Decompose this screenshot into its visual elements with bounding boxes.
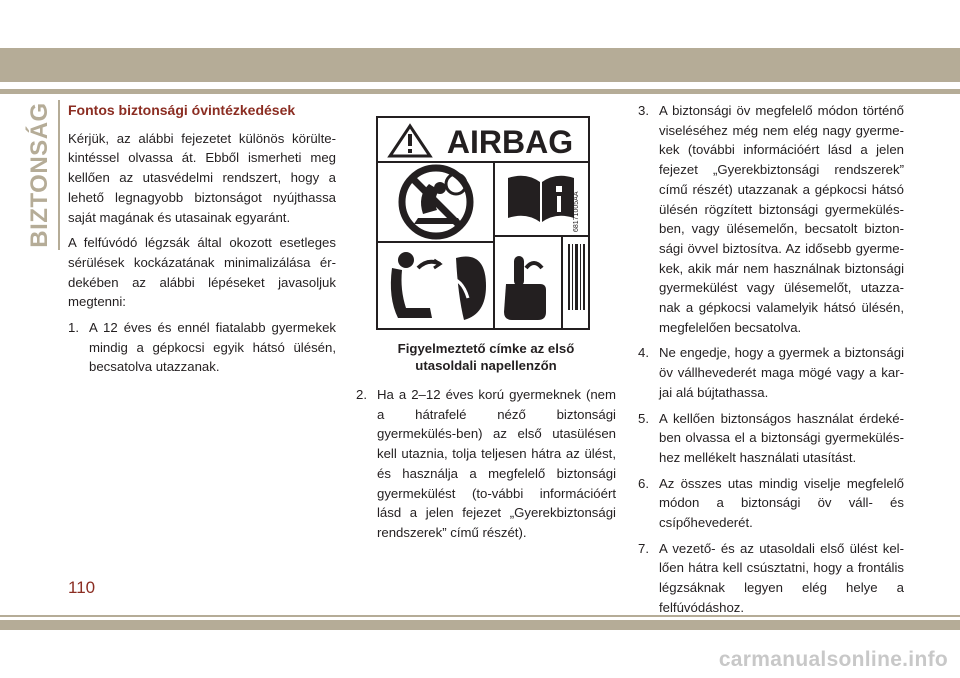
airbag-title: AIRBAG [446,124,574,160]
section-tab-bar [58,100,60,250]
list-item-number: 6. [638,475,649,491]
footer-band [0,620,960,630]
figure-caption-line: utasoldali napellenzőn [415,358,557,373]
steps-list [356,385,616,543]
list-item [68,318,336,377]
airbag-warning-label [376,116,590,330]
steps-list [638,101,904,618]
list-item-text: Az összes utas mindig viselje megfelelő módon a biztonsági öv váll- és csípőhevederét. [659,475,904,531]
column-right [638,101,904,624]
list-item [638,343,904,402]
footer-line [0,615,960,617]
list-item-text: Ne engedje, hogy a gyermek a biztonsági öv vállhevederét maga mögé vagy a kar-jai alá bújtathassa. [659,345,904,400]
section-tab [22,100,58,250]
list-item-text: A vezető- és az utasoldali első ülést kel-lően hátra kell csúsztatni, hogy a frontális légzsáknak legyen elég helye a felfúvódáshoz. [659,540,904,615]
manual-book-icon [508,176,574,222]
list-item-text: A kellően biztonságos használat érdeké-ben olvassa el a biztonsági gyermekülés-hez mellékelt használati utasítást. [659,410,904,465]
seat-airbag-icon [391,252,486,320]
no-child-seat-icon [402,168,470,236]
steps-list [68,318,336,377]
list-item-text: A 12 éves és ennél fiatalabb gyermekek mindig a gépkocsi egyik hátsó ülésén, becsatolva utazzanak. [89,320,336,375]
header-stripe [0,89,960,94]
list-item [356,385,616,543]
header-band [0,48,960,82]
hand-warning-icon [504,256,546,320]
list-item-number: 2. [356,387,367,402]
barcode-icon [568,244,585,310]
figure-caption-line: Figyelmeztető címke az első [397,341,575,356]
list-item-number: 3. [638,103,649,118]
list-item-number: 7. [638,540,649,556]
intro-paragraph: Kérjük, az alábbi fejezetet különös körülte-kintéssel olvassa át. Ebből ismerheti meg kellően az utasvédelmi rendszert, hogy a lehető legnagyobb biztonságot nyújthassa saját magának és utasainak egyaránt. [68,130,336,225]
list-item-text: A biztonsági öv megfelelő módon történő viseléséhez még nem elég nagy gyerme-kek (további információért lásd a jelen fejezet „Gyerekbiztonsági rendszerek” című részét) utazzanak a gépkocsi hátsó ülésén rögzített biztonsági gyermekülés-ben, vagy ülésemelőn, becsatolt bizton-sági övvel biztosítva. Az idősebb gyerme-kek, akik már nem használnak biztonsági gyermekülést vagy ülésemelőt, utazza-nak a gépkocsi valamelyik hátsó ülésén, megfelelően becsatolva. [659,103,904,335]
figure-caption [356,340,616,374]
list-item [638,539,904,618]
airbag-label-graphic [378,118,588,328]
list-item-number: 1. [68,320,79,336]
list-item [638,474,904,533]
column-middle [356,385,616,549]
page-number: 110 [68,578,96,597]
list-item-number: 4. [638,345,649,361]
barcode-number: 68171005AA [573,191,580,232]
section-heading: Fontos biztonsági óvintézkedések [68,102,296,118]
intro-paragraph: A felfúvódó légzsák által okozott esetleges sérülések kockázatának minimalizálása ér-dekében az alábbi lépéseket javasoljuk megtenni: [68,235,336,310]
list-item [638,101,904,337]
list-item-number: 5. [638,410,649,426]
list-item [638,409,904,468]
section-tab-label: BIZTONSÁG [26,102,53,248]
watermark: carmanualsonline.info [718,648,948,671]
list-item-text: Ha a 2–12 éves korú gyermeknek (nem a hátrafelé néző biztonsági gyermekülés-ben) az első utasülésen kell utaznia, tolja teljesen hátra az ülést, és használja a megfelelő biztonsági gyermekülést (to-vábbi információért lásd a jelen fejezet „Gyerekbiztonsági rendszerek” című részét). [377,387,616,540]
column-left [68,101,336,383]
